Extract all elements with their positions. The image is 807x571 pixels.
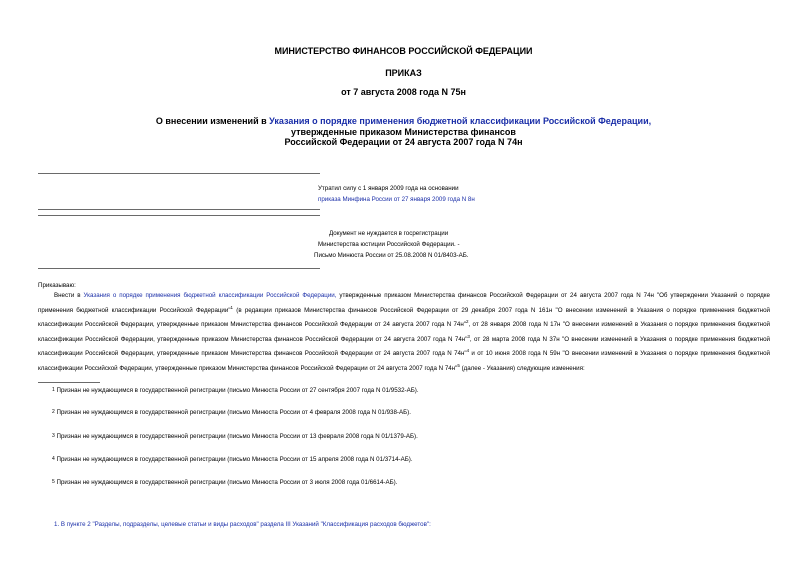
footnote-text: Признан не нуждающимся в государственной регистрации (письмо Минюста России от 15 апреля 2008 года N 01/3714-АБ).	[56, 456, 413, 463]
paragraph-text: (далее - Указания) следующие изменения:	[459, 364, 585, 372]
title-line4: Российской Федерации от 24 августа 2007 года N 74н	[284, 137, 523, 147]
footnote-text: Признан не нуждающимся в государственной регистрации (письмо Минюста России от 3 июля 2008 года 01/6614-АБ).	[56, 479, 398, 486]
status-link[interactable]: приказа Минфина России от 27 января 2009 года N 8н	[318, 196, 475, 203]
paragraph-text: утвержденные приказом Министерства финансов Российской Федерации от 24 августа 2007 года N 74н "Об утверждении Указаний о порядке применения бюджетной классификации Российской Федерации"	[38, 292, 770, 314]
divider	[38, 209, 320, 210]
footnote-marker: 1	[52, 387, 55, 393]
footnote	[52, 456, 413, 463]
divider	[38, 268, 320, 269]
item-1-text[interactable]: 1. В пункте 2 "Разделы, подразделы, целевые статьи и виды расходов" раздела III Указаний "Классификация расходов бюджетов":	[54, 521, 431, 528]
registration-line1: Документ не нуждается в госрегистрации	[329, 230, 449, 237]
intro-text: Приказываю:	[38, 282, 76, 289]
ministry-heading: МИНИСТЕРСТВО ФИНАНСОВ РОССИЙСКОЙ ФЕДЕРАЦИИ	[274, 46, 533, 56]
paragraph-text: , от 28 марта 2008 года N 37н "О внесении изменений в Указания о порядке применения бюджетной классификации Российской Федерации, утвержденные приказом Министерства финансов Российской Федерации от 24 августа 2007 года N 74н"	[38, 335, 770, 358]
footnote-marker: 2	[465, 319, 469, 325]
footnote-marker: 3	[52, 433, 55, 439]
footnote-marker: 5	[457, 362, 460, 368]
footnote-marker: 4	[466, 348, 470, 354]
divider	[38, 215, 320, 216]
title-line3: утвержденные приказом Министерства финансов	[291, 126, 516, 137]
title-prefix: О внесении изменений в	[155, 116, 270, 126]
paragraph-text: Внести в	[54, 292, 84, 299]
footnote	[52, 409, 411, 416]
footnote	[52, 387, 419, 394]
footnote-marker: 2	[52, 409, 55, 415]
paragraph-text: и от 10 июня 2008 года N 59н "О внесении изменений в Указания о порядке применения бюджетной классификации Российской Федерации, утвержденные приказом Министерства финансов Российской Федерации от 24 августа 2007 года N 74н"	[38, 350, 770, 372]
document-title	[0, 116, 807, 148]
footnote-text: Признан не нуждающимся в государственной регистрации (письмо Минюста России от 27 сентября 2007 года N 01/9532-АБ).	[56, 387, 419, 394]
footnote-marker: 3	[467, 333, 470, 339]
registration-line3: Письмо Минюста России от 25.08.2008 N 01/8403-АБ.	[314, 252, 469, 259]
doc-type-heading: ПРИКАЗ	[385, 68, 422, 78]
date-number-heading: от 7 августа 2008 года N 75н	[341, 87, 466, 97]
main-paragraph	[38, 290, 770, 374]
footnote	[52, 479, 397, 486]
footnote-marker: 1	[230, 304, 234, 310]
registration-line2: Министерства юстиции Российской Федерации. -	[318, 241, 460, 248]
title-link[interactable]: Указания о порядке применения бюджетной классификации Российской Федерации,	[269, 116, 652, 126]
divider	[38, 173, 320, 174]
footnote-text: Признан не нуждающимся в государственной регистрации (письмо Минюста России от 13 февраля 2008 года N 01/1379-АБ).	[56, 433, 418, 440]
footnote-text: Признан не нуждающимся в государственной регистрации (письмо Минюста России от 4 февраля 2008 года N 01/938-АБ).	[56, 409, 411, 416]
status-text: Утратил силу с 1 января 2009 года на основании	[318, 185, 459, 192]
footnote-marker: 5	[52, 479, 55, 485]
footnote-marker: 4	[52, 456, 55, 462]
footnote-divider	[38, 382, 100, 383]
paragraph-link[interactable]: Указания о порядке применения бюджетной классификации Российской Федерации,	[83, 292, 337, 299]
footnote	[52, 433, 418, 440]
paragraph-text: , от 28 января 2008 года N 17н "О внесении изменений в Указания о порядке применения бюджетной классификации Российской Федерации, утвержденные приказом Министерства финансов Российской Федерации от 24 августа 2007 года N 74н"	[38, 321, 770, 343]
paragraph-text: (в редакции приказов Министерства финансов Российской Федерации от 29 декабря 2007 года N 161н "О внесении изменений в Указания о порядке применения бюджетной классификации Российской Федерации, утвержденные приказом Министерства финансов Российской Федерации от 24 августа 2007 года N 74н"	[38, 306, 770, 329]
